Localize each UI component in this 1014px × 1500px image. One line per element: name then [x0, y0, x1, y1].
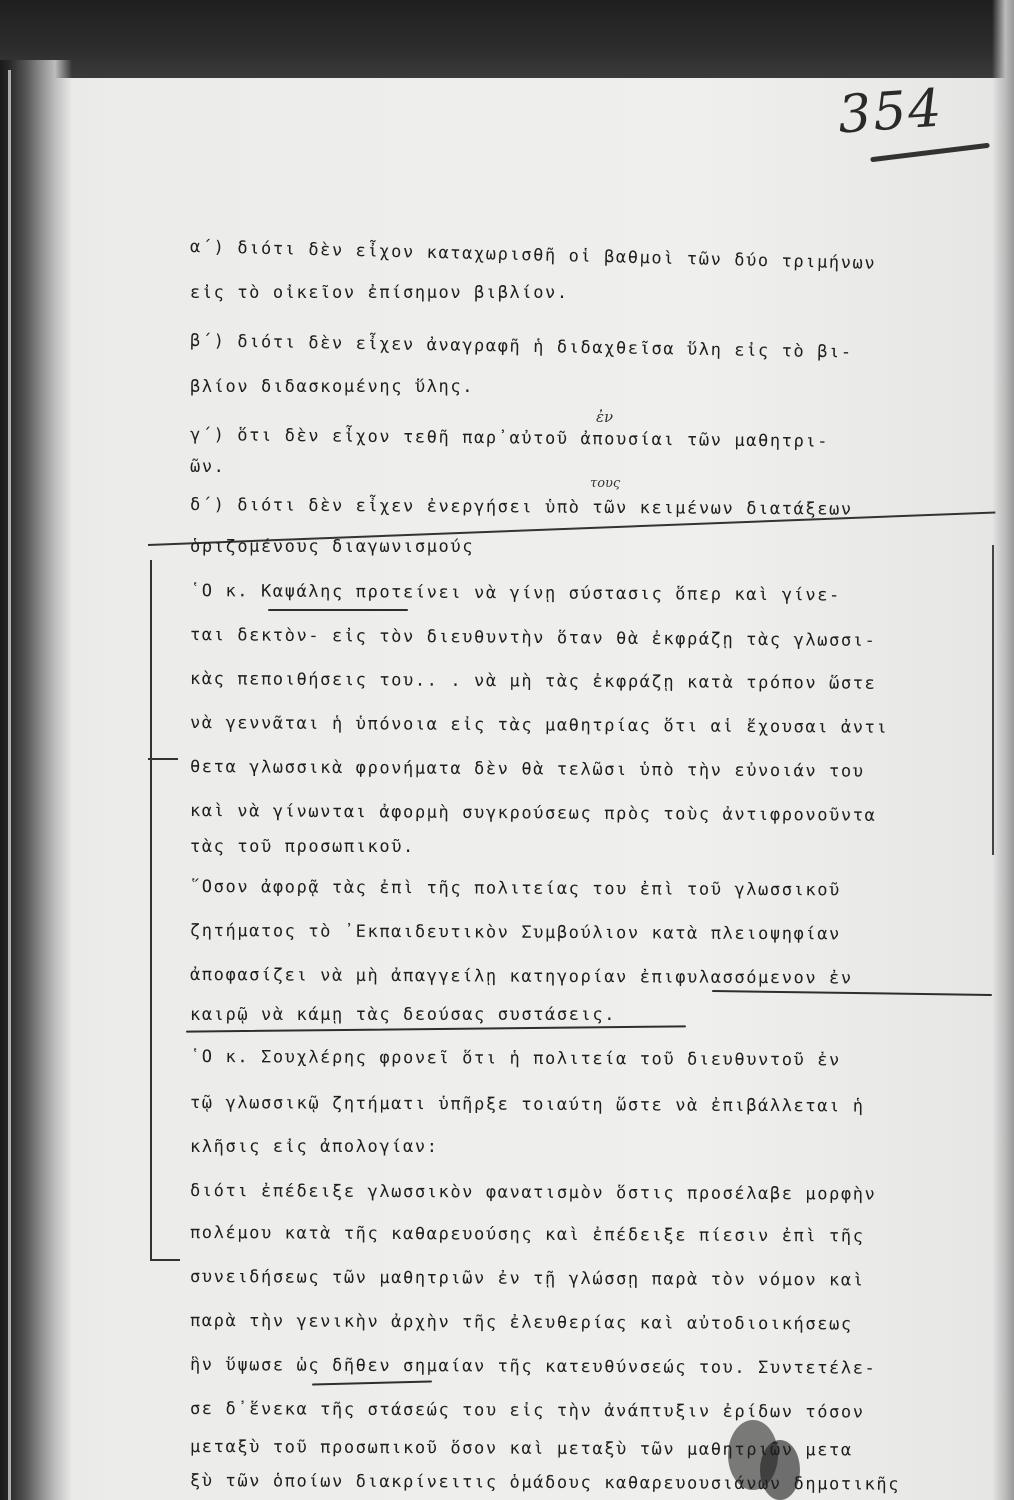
text-line: ὁριζομένους διαγωνισμούς — [190, 537, 475, 557]
page-number-underline — [870, 143, 990, 163]
text-line: ζητήματος τὸ ᾽Εκπαιδευτικὸν Συμβούλιον κατὰ πλειοψηφίαν — [189, 921, 841, 945]
text-line: ἀποφασίζει νὰ μὴ ἀπαγγείλῃ κατηγορίαν ἐπιφυλασσόμενον ἐν — [189, 965, 853, 989]
text-line: πολέμου κατὰ τῆς καθαρευούσης καὶ ἐπέδειξε πίεσιν ἐπὶ τῆς — [189, 1223, 865, 1247]
underline-epifylassomenon — [712, 990, 992, 996]
scan-top-band — [0, 0, 1014, 78]
text-line: καιρῷ νὰ κάμῃ τὰς δεούσας συστάσεις. — [190, 1005, 617, 1025]
text-line: καὶ νὰ γίνωνται ἀφορμὴ συγκρούσεως πρὸς τοὺς ἀντιφρονοῦντα — [189, 801, 877, 826]
text-line: β΄) διότι δὲν εἶχεν ἀναγραφῆ ἡ διδαχθεῖσα ὕλη εἰς τὸ βι- — [189, 331, 853, 363]
underline-dithen — [312, 1380, 432, 1385]
underline-systaseis — [186, 1025, 686, 1032]
text-line: ξὺ τῶν ὁποίων διακρίνειτις ὁμάδους καθαρευουσιάνων δημοτικῆς — [189, 1471, 901, 1495]
text-line: κλῆσις εἰς ἀπολογίαν: — [190, 1137, 439, 1157]
text-line: ἣν ὕψωσε ὡς δῆθεν σημαίαν τῆς κατευθύνσεώς του. Συντετέλε- — [189, 1355, 877, 1379]
annotation-tous: τους — [590, 476, 621, 491]
text-line: βλίον διδασκομένης ὕλης. — [190, 377, 475, 397]
frame-right-line — [992, 545, 994, 855]
underline-kapsalis — [268, 609, 408, 611]
text-line: ῞Οσον ἀφορᾷ τὰς ἐπὶ τῆς πολιτείας του ἐπὶ τοῦ γλωσσικοῦ — [189, 877, 841, 901]
text-line: νὰ γεννᾶται ἡ ὑπόνοια εἰς τὰς μαθητρίας ὅτι αἱ ἔχουσαι ἀντι — [189, 713, 889, 738]
text-line: τὰς τοῦ προσωπικοῦ. — [190, 837, 415, 857]
annotation-en: ἐν — [596, 408, 614, 426]
text-line: γ΄) ὅτι δὲν εἶχον τεθῆ παρ᾽αὐτοῦ ἀπουσίαι τῶν μαθητρι- — [189, 425, 830, 452]
frame-left-line — [150, 560, 152, 1260]
text-line: θετα γλωσσικὰ φρονήματα δὲν θὰ τελῶσι ὑπὸ τὴν εὐνοιάν του — [189, 757, 865, 782]
text-line: ται δεκτὸν- εἰς τὸν διευθυντὴν ὅταν θὰ ἐκφράζῃ τὰς γλωσσι- — [189, 625, 877, 651]
page-number: 354 — [836, 78, 946, 146]
text-line: ῾Ο κ. Σουχλέρης φρονεῖ ὅτι ἡ πολιτεία τοῦ διευθυντοῦ ἐν — [189, 1047, 841, 1071]
margin-mark — [148, 758, 178, 760]
text-line: συνειδήσεως τῶν μαθητριῶν ἐν τῇ γλώσσῃ παρὰ τὸν νόμον καὶ — [189, 1267, 865, 1291]
frame-bottom-tick — [150, 1259, 180, 1261]
text-line: τῷ γλωσσικῷ ζητήματι ὑπῆρξε τοιαύτη ὥστε νὰ ἐπιβάλλεται ἡ — [189, 1093, 865, 1117]
text-line: σε δ᾽ἕνεκα τῆς στάσεώς του εἰς τὴν ἀνάπτυξιν ἐρίδων τόσον — [189, 1399, 865, 1423]
text-line: παρὰ τὴν γενικὴν ἀρχὴν τῆς ἐλευθερίας καὶ αὐτοδιοικήσεως — [189, 1311, 853, 1335]
binding-edge — [8, 70, 11, 1500]
text-line: κὰς πεποιθήσεις του.. . νὰ μὴ τὰς ἐκφράζῃ κατὰ τρόπον ὥστε — [189, 669, 877, 694]
text-line: ῾Ο κ. Καψάλης προτείνει νὰ γίνῃ σύστασις ὅπερ καὶ γίνε- — [189, 581, 841, 606]
text-line: ῶν. — [190, 457, 226, 477]
text-line: μεταξὺ τοῦ προσωπικοῦ ὅσον καὶ μεταξὺ τῶν μαθητριῶν μετα — [189, 1437, 853, 1461]
text-line: εἰς τὸ οἰκεῖον ἐπίσημον βιβλίον. — [190, 283, 569, 303]
page-right-edge — [992, 0, 1014, 1500]
text-line: δ΄) διότι δὲν εἶχεν ἐνεργήσει ὑπὸ τῶν κειμένων διατάξεων — [189, 495, 853, 520]
text-line: α΄) διότι δὲν εἶχον καταχωρισθῆ οἱ βαθμοὶ τῶν δύο τριμήνων — [189, 237, 877, 274]
text-line: διότι ἐπέδειξε γλωσσικὸν φανατισμὸν ὅστις προσέλαβε μορφὴν — [189, 1181, 877, 1205]
